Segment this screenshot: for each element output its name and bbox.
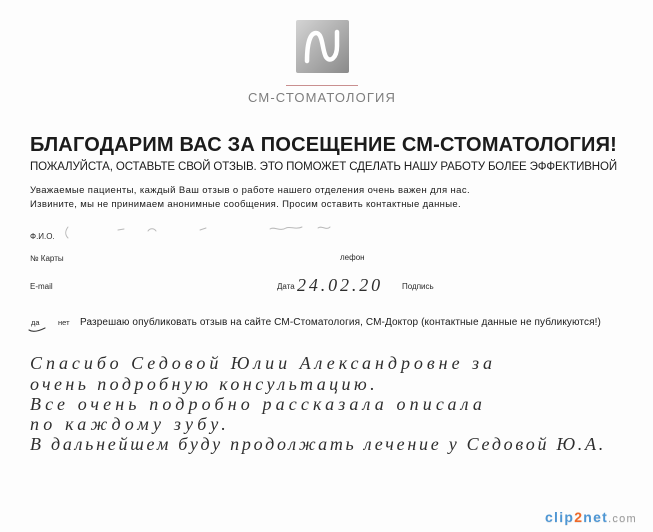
watermark-clip: clip <box>545 509 575 525</box>
logo-divider <box>286 85 358 86</box>
page-title: БЛАГОДАРИМ ВАС ЗА ПОСЕЩЕНИЕ СМ-СТОМАТОЛОГИЯ! <box>30 134 617 156</box>
watermark-two: 2 <box>574 509 584 525</box>
logo-brand-text: СМ-СТОМАТОЛОГИЯ <box>248 90 396 105</box>
date-value-handwritten: 24.02.20 <box>297 275 383 295</box>
redacted-handwriting <box>60 224 340 240</box>
review-line-5: В дальнейшем буду продолжать лечение у Седовой Ю.А. <box>30 434 606 454</box>
page-subtitle: ПОЖАЛУЙСТА, ОСТАВЬТЕ СВОЙ ОТЗЫВ. ЭТО ПОМОЖЕТ СДЕЛАТЬ НАШУ РАБОТУ БОЛЕЕ ЭФФЕКТИВНОЙ <box>30 161 617 173</box>
consent-text: Разрешаю опубликовать отзыв на сайте СМ-Стоматология, СМ-Доктор (контактные данные не публикуются!) <box>80 317 601 328</box>
date-label: Дата <box>277 282 295 291</box>
review-line-3: Все очень подробно рассказала описала <box>30 394 486 414</box>
review-line-4: по каждому зубу. <box>30 414 230 434</box>
email-label: E-mail <box>30 282 53 291</box>
cm-logo-icon <box>296 20 349 73</box>
phone-label: лефон <box>340 253 365 262</box>
intro-line-2: Извините, мы не принимаем анонимные сообщения. Просим оставить контактные данные. <box>30 199 461 210</box>
review-line-1: Спасибо Седовой Юлии Александровне за <box>30 353 496 373</box>
signature-label: Подпись <box>402 282 434 291</box>
intro-line-1: Уважаемые пациенты, каждый Ваш отзыв о работе нашего отделения очень важен для нас. <box>30 185 470 196</box>
card-number-label: № Карты <box>30 254 64 263</box>
review-line-2: очень подробную консультацию. <box>30 374 378 394</box>
consent-yes-option: да <box>31 318 40 327</box>
watermark-tld: .com <box>608 513 637 525</box>
watermark-net: net <box>583 509 609 525</box>
clip2net-watermark <box>545 510 637 525</box>
fio-label: Ф.И.О. <box>30 232 55 241</box>
consent-no-option: нет <box>58 318 70 327</box>
